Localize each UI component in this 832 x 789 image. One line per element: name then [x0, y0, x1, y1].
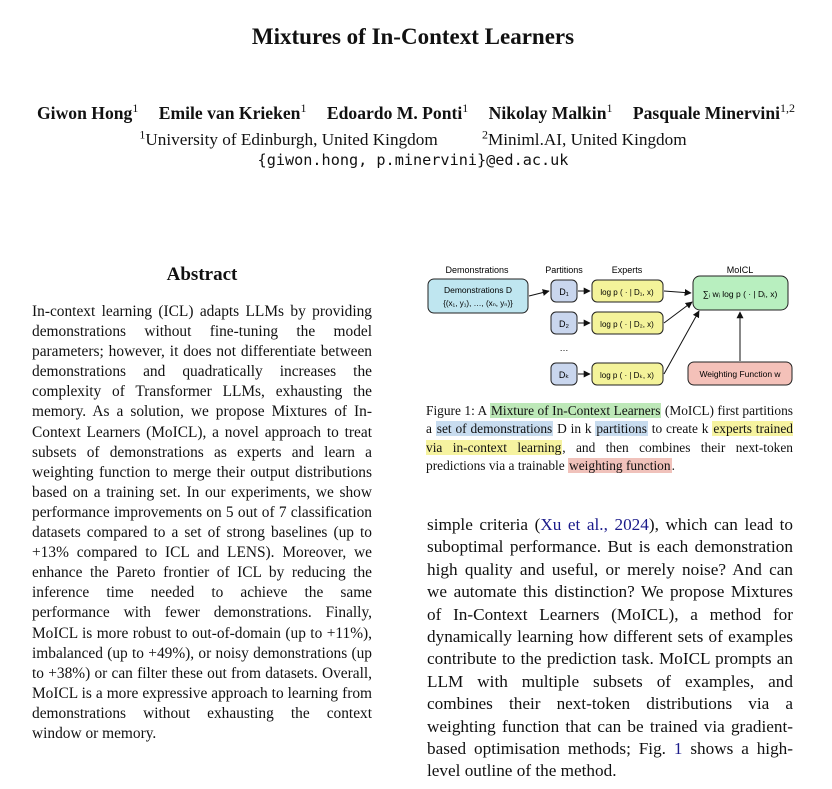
moicl-diagram: [424, 262, 796, 392]
demonstrations-label: Demonstrations D: [443, 285, 513, 295]
weighting-label: Weighting Function w: [699, 369, 781, 379]
arrow: [664, 302, 692, 323]
arrow: [664, 291, 691, 293]
body-text: shows a high-level outline of the method.: [427, 739, 793, 781]
author: Pasquale Minervini$^{1,2}$: [632, 101, 795, 123]
author-list: [0, 101, 832, 124]
expert-label: log p ( · | Dₖ, x): [600, 371, 654, 380]
author: Emile van Krieken$^1$: [158, 101, 307, 123]
author: Edoardo M. Ponti$^1$: [326, 101, 469, 123]
header-experts: Experts: [611, 265, 643, 275]
partition-label: D₂: [559, 319, 569, 329]
expert-label: log p ( · | D₂, x): [600, 320, 654, 329]
demonstrations-set: {(x₁, y₁), …, (xₙ, yₙ)}: [443, 299, 513, 308]
caption-text: to create k: [651, 421, 709, 437]
caption-text: , and then combines their next-token predictions via a trainable: [426, 439, 793, 474]
partition-label: D₁: [559, 287, 569, 297]
figure-caption: [426, 402, 793, 476]
figure-diagram: [424, 262, 796, 392]
highlight-moicl: Mixture of In-Context Learners: [490, 403, 661, 418]
citation-link[interactable]: Xu et al., 2024: [540, 515, 649, 534]
caption-label: Figure 1:: [426, 403, 475, 418]
moicl-formula: ∑ᵢ wᵢ log p ( · | Dᵢ, x): [702, 289, 778, 299]
caption-text: A: [477, 403, 487, 418]
header-partitions: Partitions: [545, 265, 583, 275]
author: Nikolay Malkin$^1$: [488, 101, 613, 123]
author: Giwon Hong$^1$: [37, 101, 139, 123]
body-paragraph: [427, 514, 793, 783]
author-email: {giwon.hong, p.minervini}@ed.ac.uk: [257, 151, 569, 169]
highlight-weighting: weighting function: [569, 458, 671, 474]
abstract-heading: Abstract: [166, 264, 238, 285]
body-text: simple criteria (: [427, 515, 541, 534]
highlight-partitions: partitions: [596, 421, 647, 437]
caption-text: D in k: [557, 421, 592, 437]
affiliation: $^2$Miniml.AI, United Kingdom: [482, 127, 687, 149]
arrow: [529, 291, 549, 296]
abstract-text: In-context learning (ICL) adapts LLMs by providing demonstrations without fine-tuning the model parameters; however, it does not differentiate between demonstrations and quadratically increases the complexity of Transformer LLMs, exhausting the memory. As a solution, we propose Mixtures of In-Context Learners (MoICL), a novel approach to treat subsets of demonstrations as experts and learn a weighting function to merge their output distributions based on a training set. In our experiments, we show performance improvements on 5 out of 7 classification datasets compared to a set of strong baselines (up to +13% compared to ICL and LENS). Moreover, we enhance the Pareto frontier of ICL by reducing the inference time needed to achieve the same performance with fewer demonstrations. Finally, MoICL is more robust to out-of-domain (up to +11%), imbalanced (up to +49%), or noisy demonstrations (up to +38%) or can filter these out from datasets. Overall, MoICL is a more expressive approach to learning from demonstrations without exhausting the context window or memory.: [32, 303, 372, 742]
caption-text: .: [671, 458, 675, 474]
paper-title: Mixtures of In-Context Learners: [251, 24, 575, 49]
affiliation-list: [0, 127, 826, 150]
header-moicl: MoICL: [726, 265, 754, 275]
partition-label: Dₖ: [558, 370, 570, 380]
header-demonstrations: Demonstrations: [445, 265, 509, 275]
figure-reference-link[interactable]: 1: [673, 739, 683, 759]
partition-ellipsis: …: [559, 343, 569, 353]
caption-text: (MoICL) first partitions a: [426, 403, 794, 437]
body-text: ), which can lead to suboptimal performance. But is each demonstration high quality and useful, or merely noise? And can we automate this distinction? We propose Mixtures of In-Context Learners (MoICL), a method for dynamically learning how different sets of examples contribute to the prediction task. MoICL prompts an LLM with multiple subsets of examples, and combines their next-token distributions via a weighting function that can be trained via gradient-based optimisation methods; Fig.: [427, 515, 794, 759]
highlight-experts: experts trained via in-context learning: [426, 421, 793, 455]
expert-label: log p ( · | D₁, x): [600, 288, 654, 297]
affiliation: $^1$University of Edinburgh, United Kingdom: [139, 127, 438, 149]
highlight-demonstrations: set of demonstrations: [436, 421, 553, 437]
